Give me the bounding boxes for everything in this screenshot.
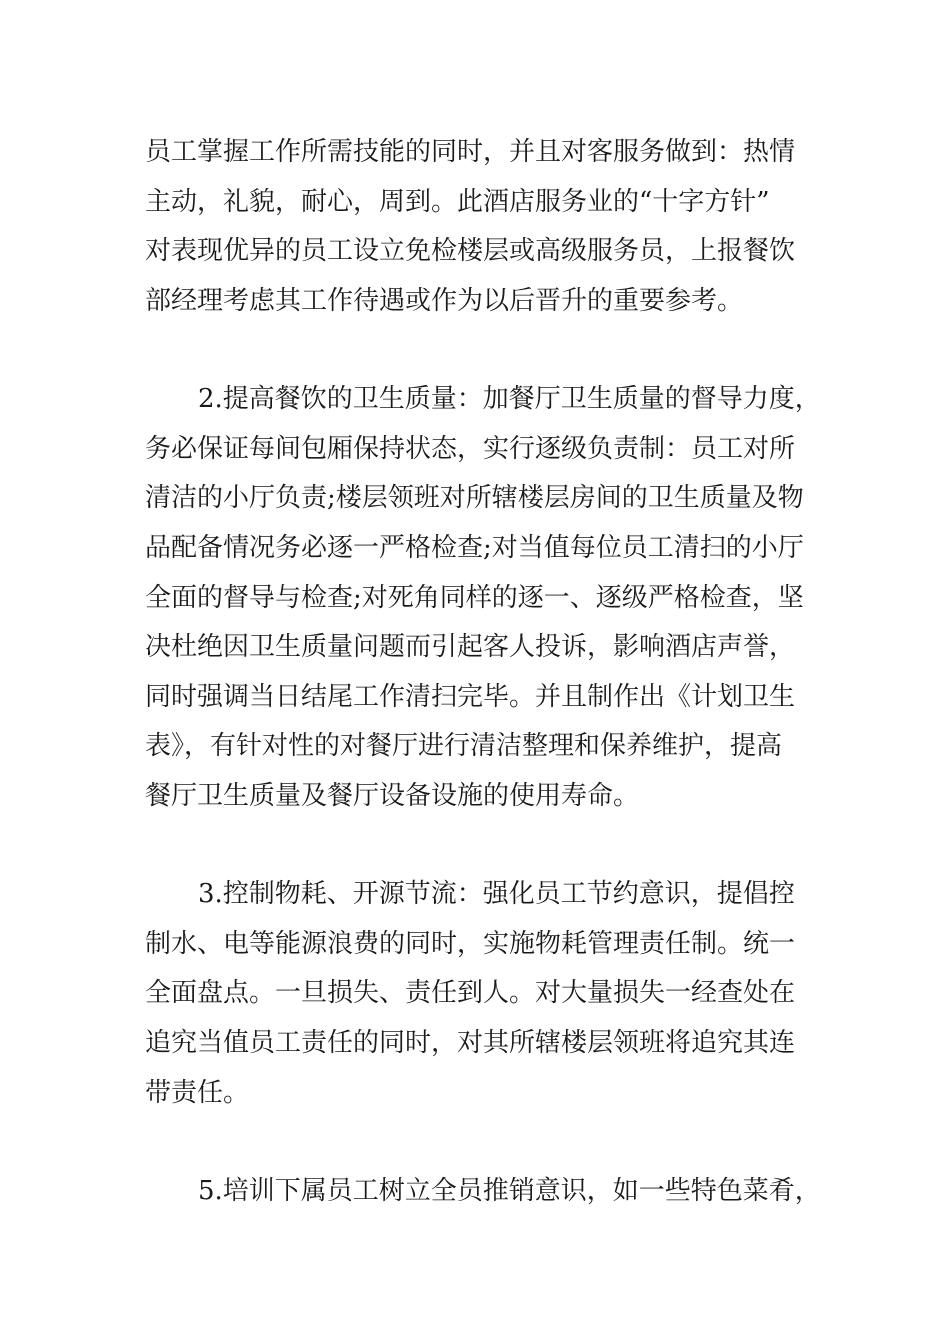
text-line: 2.提高餐饮的卫生质量：加餐厅卫生质量的督导力度，: [198, 384, 821, 414]
text-line: 品配备情况务必逐一严格检查;对当值每位员工清扫的小厅: [145, 533, 804, 563]
text-line: 带责任。: [145, 1078, 250, 1108]
text-line: 3.控制物耗、开源节流：强化员工节约意识，提倡控: [198, 879, 795, 909]
text-line: 全面的督导与检查;对死角同样的逐一、逐级严格检查，坚: [145, 583, 804, 613]
text-line: 决杜绝因卫生质量问题而引起客人投诉，影响酒店声誉，: [145, 632, 796, 662]
text-line: 对表现优异的员工设立免检楼层或高级服务员，上报餐饮: [145, 236, 796, 266]
text-line: 全面盘点。一旦损失、责任到人。对大量损失一经查处在: [145, 978, 796, 1008]
text-line: 务必保证每间包厢保持状态，实行逐级负责制：员工对所: [145, 434, 796, 464]
text-line: 主动，礼貌，耐心，周到。此酒店服务业的“十字方针”: [145, 187, 770, 217]
text-line: 部经理考虑其工作待遇或作为以后晋升的重要参考。: [145, 286, 744, 316]
text-line: 追究当值员工责任的同时，对其所辖楼层领班将追究其连: [145, 1028, 796, 1058]
text-line: 制水、电等能源浪费的同时，实施物耗管理责任制。统一: [145, 929, 796, 959]
text-line: 餐厅卫生质量及餐厅设备设施的使用寿命。: [145, 781, 640, 811]
text-line: 5.培训下属员工树立全员推销意识，如一些特色菜肴，: [198, 1176, 821, 1206]
text-line: 员工掌握工作所需技能的同时，并且对客服务做到：热情: [145, 137, 796, 167]
text-line: 清洁的小厅负责;楼层领班对所辖楼层房间的卫生质量及物: [145, 483, 804, 513]
text-line: 同时强调当日结尾工作清扫完毕。并且制作出《计划卫生: [145, 682, 796, 712]
text-line: 表》，有针对性的对餐厅进行清洁整理和保养维护，提高: [145, 731, 783, 761]
